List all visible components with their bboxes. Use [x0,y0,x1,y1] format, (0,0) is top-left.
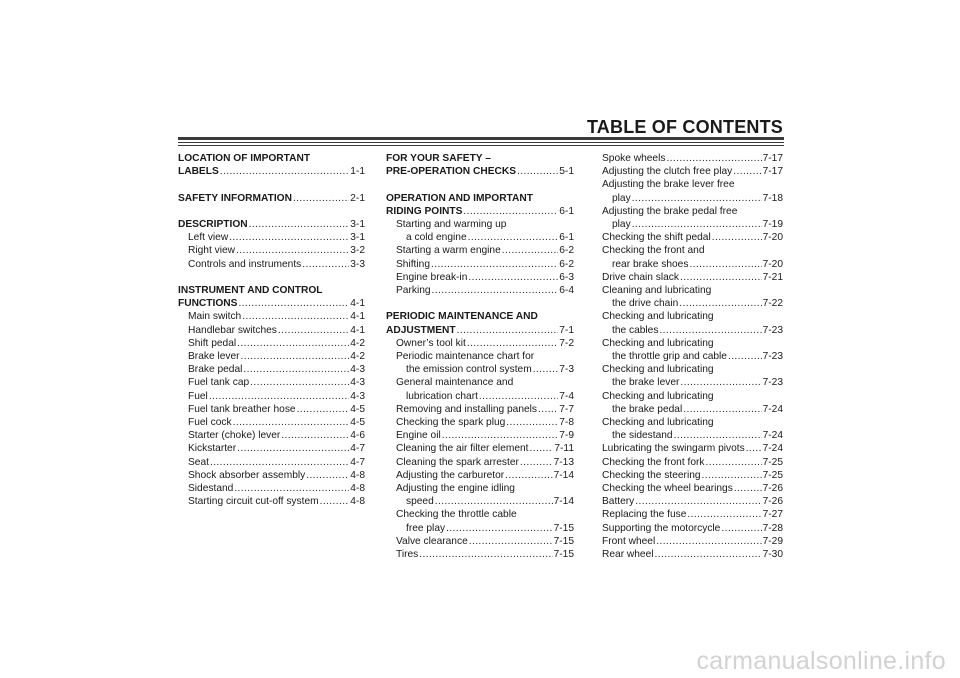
dot-leader [243,363,349,376]
toc-page-number: 7-9 [559,430,574,442]
toc-page-number: 7-14 [553,496,574,508]
toc-entry-title: DESCRIPTION [178,218,248,230]
toc-entry[interactable] [602,205,783,231]
dot-leader [302,258,349,271]
toc-entry[interactable] [178,363,365,376]
toc-entry-title: Rear wheel [602,549,654,561]
dot-leader [467,337,558,350]
dot-leader [209,390,349,403]
toc-entry[interactable] [386,482,574,508]
dot-leader [237,442,349,455]
dot-leader [238,297,349,310]
toc-entry-title: lubrication chart [406,390,478,402]
toc-entry[interactable] [178,310,365,323]
toc-entry-title: Adjusting the engine idling [396,483,515,495]
toc-entry-title: INSTRUMENT AND CONTROL [178,284,323,296]
dot-leader [632,218,762,231]
toc-entry-title: Removing and installing panels [396,403,538,415]
toc-page-number: 4-1 [350,324,365,336]
toc-entry-title: Fuel cock [188,417,232,429]
dot-leader [635,495,761,508]
toc-entry-title: Adjusting the brake pedal free [602,205,738,217]
toc-entry-title: Starting and warming up [396,219,507,230]
dot-leader [702,469,762,482]
dot-leader [236,244,349,257]
dot-leader [233,416,350,429]
toc-entry[interactable] [386,271,574,284]
toc-page-number: 7-20 [762,258,783,270]
toc-page-number: 7-25 [762,469,783,481]
toc-entry[interactable] [386,258,574,271]
toc-entry-title: Handlebar switches [188,324,277,336]
toc-page-number: 7-11 [554,443,574,455]
toc-page-number: 7-8 [559,417,574,429]
dot-leader [655,548,762,561]
title-rule-thick [178,137,784,140]
toc-entry[interactable] [386,192,574,218]
toc-page-number: 7-23 [762,351,783,363]
toc-page-number: 7-26 [762,483,783,495]
toc-entry-title: Cleaning and lubricating [602,285,712,297]
dot-leader [659,324,761,337]
toc-entry-title: Sidestand [188,483,234,495]
toc-page-number: 4-7 [350,456,365,468]
dot-leader [680,376,761,389]
toc-page-number: 7-17 [762,166,783,178]
toc-entry[interactable] [178,337,365,350]
dot-leader [442,429,559,442]
toc-entry[interactable] [602,284,783,310]
toc-entry-title: SAFETY INFORMATION [178,192,292,204]
toc-page-number: 5-1 [559,166,574,178]
toc-entry[interactable] [386,416,574,429]
toc-entry[interactable] [386,350,574,376]
dot-leader [306,469,349,482]
toc-entry[interactable] [602,152,783,165]
toc-entry-title: Checking the shift pedal [602,232,711,244]
dot-leader [734,482,762,495]
toc-page-number: 4-6 [350,430,365,442]
toc-page-number: 7-20 [762,232,783,244]
dot-leader [538,403,558,416]
toc-entry-title: Cleaning the air filter element [396,443,529,455]
toc-entry[interactable] [178,218,365,231]
toc-entry-title: play [612,219,631,231]
toc-page-number: 4-2 [350,351,365,362]
dot-leader [237,337,349,350]
dot-leader [746,442,762,455]
toc-page-number: 4-5 [350,417,365,429]
dot-leader [666,152,761,165]
toc-entry[interactable] [386,403,574,416]
toc-page-number: 4-8 [350,496,365,508]
toc-entry-title: Checking and lubricating [602,337,714,349]
toc-entry[interactable] [386,535,574,548]
toc-entry[interactable] [178,495,365,508]
dot-leader [674,429,762,442]
toc-page-number: 6-1 [559,232,574,244]
dot-leader [234,482,349,495]
toc-entry[interactable] [386,456,574,469]
toc-entry-title: Kickstarter [188,443,237,455]
toc-entry-title: Lubricating the swingarm pivots [602,443,745,455]
toc-entry-title: Checking the wheel bearings [602,483,733,495]
toc-entry-title: FUNCTIONS [178,298,238,310]
toc-page-number: 4-5 [350,403,365,415]
toc-entry-title: Battery [602,496,635,508]
dot-leader [632,192,762,205]
toc-entry[interactable] [602,508,783,521]
dot-leader [469,535,553,548]
toc-entry-title: Fuel [188,390,208,402]
dot-leader [431,258,558,271]
toc-entry-title: FOR YOUR SAFETY – [386,153,491,164]
toc-page-number: 4-3 [350,377,365,389]
toc-entry[interactable] [178,284,365,310]
toc-entry-title: Owner’s tool kit [396,337,466,349]
dot-leader [293,192,349,205]
dot-leader [250,376,349,389]
dot-leader [468,231,559,244]
toc-entry-title: Tires [396,549,419,561]
toc-entry-title: rear brake shoes [612,258,689,270]
toc-entry-title: ADJUSTMENT [386,324,456,336]
toc-entry[interactable] [386,548,574,561]
toc-entry[interactable] [602,535,783,548]
toc-entry-title: Starter (choke) lever [188,430,281,442]
dot-leader [502,244,559,257]
toc-page-number: 6-2 [559,258,574,270]
toc-entry-title: LABELS [178,166,219,178]
toc-entry[interactable] [602,337,783,363]
toc-entry-title: the throttle grip and cable [612,351,727,363]
toc-entry[interactable] [178,350,365,363]
toc-entry[interactable] [178,456,365,469]
title-rule-thin [178,145,784,146]
toc-entry-title: Front wheel [602,535,656,547]
toc-entry[interactable] [178,324,365,337]
toc-page-number: 4-2 [350,337,365,349]
toc-entry-title: speed [406,496,434,508]
toc-entry[interactable] [178,469,365,482]
toc-page-number: 7-2 [559,337,574,349]
toc-page-number: 3-1 [350,218,365,230]
toc-page-number: 4-1 [350,311,365,323]
dot-leader [479,390,558,403]
toc-entry[interactable] [178,403,365,416]
dot-leader [656,535,761,548]
toc-entry[interactable] [386,508,574,534]
toc-entry[interactable] [386,429,574,442]
toc-page-number: 7-24 [762,443,783,455]
toc-entry[interactable] [178,429,365,442]
toc-entry-title: a cold engine [406,232,467,244]
toc-page-number: 4-8 [350,469,365,481]
toc-page-number: 3-2 [350,245,365,257]
toc-page-number: 7-19 [762,219,783,231]
dot-leader [278,324,349,337]
toc-page-number: 7-24 [762,403,783,415]
toc-column-2 [386,152,574,561]
toc-entry-title: Brake lever [188,351,240,362]
toc-entry[interactable] [602,310,783,336]
toc-entry[interactable] [178,258,365,271]
toc-entry[interactable] [386,244,574,257]
dot-leader [517,165,558,178]
toc-entry[interactable] [386,218,574,244]
toc-entry-title: Controls and instruments [188,258,302,270]
toc-entry[interactable] [602,522,783,535]
toc-entry[interactable] [178,376,365,389]
toc-page-number: 7-1 [559,324,574,336]
toc-page-number: 7-28 [762,522,783,534]
toc-entry[interactable] [602,482,783,495]
dot-leader [419,548,552,561]
dot-leader [679,297,761,310]
toc-page-number: 3-3 [350,258,365,270]
dot-leader [680,271,762,284]
toc-entry[interactable] [178,442,365,455]
toc-entry-title: Starting circuit cut-off system [188,496,319,508]
toc-page-number: 7-4 [559,390,574,402]
toc-page-number: 7-29 [762,535,783,547]
toc-page-number: 6-3 [559,271,574,283]
toc-entry-title: Supporting the motorcycle [602,522,721,534]
toc-entry[interactable] [602,231,783,244]
toc-entry-title: Checking the front and [602,245,705,257]
toc-entry[interactable] [178,244,365,257]
watermark: carmanualsonline.info [696,647,946,675]
toc-page-number: 7-17 [762,153,783,164]
toc-entry[interactable] [178,416,365,429]
toc-entry-title: Periodic maintenance chart for [396,351,535,363]
toc-page-number: 7-26 [762,496,783,508]
dot-leader [520,456,553,469]
toc-entry-title: Adjusting the brake lever free [602,179,735,191]
toc-entry-title: Shock absorber assembly [188,469,306,481]
dot-leader [506,416,558,429]
dot-leader [530,442,554,455]
toc-entry[interactable] [602,469,783,482]
toc-entry-title: Cleaning the spark arrester [396,456,519,468]
toc-entry-title: Parking [396,285,431,297]
dot-leader [249,218,350,231]
toc-entry-title: play [612,192,631,204]
page-title: TABLE OF CONTENTS [586,117,783,137]
dot-leader [468,271,558,284]
toc-entry[interactable] [386,442,574,455]
toc-entry[interactable] [386,337,574,350]
toc-entry-title: Fuel tank breather hose [188,403,296,415]
toc-entry[interactable] [386,152,574,178]
toc-entry[interactable] [602,271,783,284]
toc-entry-title: the brake lever [612,377,680,389]
toc-entry-title: Checking the throttle cable [396,509,517,521]
toc-page-number: 4-7 [350,443,365,455]
toc-entry[interactable] [178,390,365,403]
toc-entry[interactable] [178,231,365,244]
toc-entry[interactable] [602,548,783,561]
dot-leader [242,310,349,323]
toc-entry-title: Seat [188,456,209,468]
dot-leader [210,456,349,469]
toc-entry[interactable] [178,482,365,495]
toc-entry-title: Right view [188,245,235,257]
toc-entry-title: the cables [612,324,659,336]
toc-page-number: 6-1 [559,205,574,217]
toc-page-number: 7-3 [559,364,574,376]
toc-page-number: 7-23 [762,324,783,336]
dot-leader [432,284,559,297]
toc-entry[interactable] [386,310,574,336]
dot-leader [446,522,553,535]
dot-leader [706,456,762,469]
toc-entry-title: free play [406,522,446,534]
toc-entry[interactable] [602,495,783,508]
toc-entry-title: General maintenance and [396,377,514,389]
toc-entry-title: Engine break-in [396,271,468,283]
toc-page-number: 3-1 [350,232,365,244]
toc-page-number: 7-27 [762,509,783,521]
toc-entry-title: Left view [188,232,229,244]
toc-entry[interactable] [602,165,783,178]
toc-entry-title: Checking the spark plug [396,417,506,429]
toc-entry[interactable] [602,390,783,416]
toc-entry-title: the brake pedal [612,403,683,415]
dot-leader [683,403,761,416]
toc-entry-title: LOCATION OF IMPORTANT [178,153,311,164]
toc-entry-title: Checking and lubricating [602,364,714,376]
toc-page-number: 4-3 [350,364,365,376]
toc-entry-title: Brake pedal [188,364,243,376]
dot-leader [728,350,762,363]
toc-entry-title: OPERATION AND IMPORTANT [386,192,533,204]
toc-entry-title: Checking and lubricating [602,417,714,429]
toc-entry[interactable] [386,376,574,402]
toc-entry-title: Valve clearance [396,535,468,547]
dot-leader [281,429,349,442]
dot-leader [505,469,552,482]
toc-page-number: 7-30 [762,549,783,561]
toc-page-number: 4-3 [350,390,365,402]
toc-page-number: 7-15 [553,549,574,561]
toc-page-number: 7-13 [553,456,574,468]
dot-leader [435,495,553,508]
dot-leader [229,231,349,244]
toc-page-number: 4-1 [350,298,365,310]
toc-entry-title: Checking the front fork [602,456,705,468]
dot-leader [712,231,762,244]
dot-leader [457,324,559,337]
dot-leader [533,363,559,376]
toc-entry-title: RIDING POINTS [386,205,463,217]
toc-page-number: 2-1 [350,192,365,204]
toc-entry-title: Checking and lubricating [602,390,714,402]
toc-entry-title: PERIODIC MAINTENANCE AND [386,311,538,323]
toc-entry-title: the sidestand [612,430,673,442]
toc-entry-title: Fuel tank cap [188,377,250,389]
toc-page-number: 6-4 [559,285,574,297]
toc-entry-title: Engine oil [396,430,441,442]
toc-entry[interactable] [602,442,783,455]
toc-entry[interactable] [602,178,783,204]
dot-leader [689,258,761,271]
toc-page-number: 4-8 [350,483,365,495]
toc-entry[interactable] [602,363,783,389]
toc-column-1 [178,152,365,508]
toc-entry-title: Shifting [396,258,430,270]
toc-page-number: 7-15 [553,535,574,547]
toc-entry-title: Main switch [188,311,242,323]
toc-page-number: 7-21 [762,271,783,283]
toc-entry-title: the emission control system [406,364,532,376]
toc-entry[interactable] [386,469,574,482]
dot-leader [241,350,350,363]
toc-page-number: 7-22 [762,298,783,310]
toc-entry-title: Adjusting the clutch free play [602,166,733,178]
toc-entry-title: Shift pedal [188,337,237,349]
dot-leader [220,165,350,178]
toc-entry[interactable] [178,152,365,178]
toc-page-number: 7-7 [559,403,574,415]
toc-page-number: 7-23 [762,377,783,389]
toc-entry[interactable] [602,416,783,442]
toc-column-3 [602,152,783,561]
dot-leader [297,403,350,416]
toc-entry-title: Checking and lubricating [602,311,714,323]
toc-entry-title: Drive chain slack [602,271,679,283]
toc-entry[interactable] [602,244,783,270]
toc-entry-title: PRE-OPERATION CHECKS [386,166,516,178]
dot-leader [687,508,761,521]
toc-entry-title: Checking the steering [602,469,701,481]
title-rule-thin [178,142,784,143]
dot-leader [721,522,761,535]
toc-entry-title: Spoke wheels [602,153,666,164]
toc-page-number: 7-14 [553,469,574,481]
toc-page-number: 1-1 [350,166,365,178]
toc-entry-title: the drive chain [612,298,679,310]
dot-leader [463,205,558,218]
toc-entry[interactable] [178,192,365,205]
toc-entry[interactable] [602,456,783,469]
dot-leader [320,495,350,508]
toc-entry-title: Adjusting the carburetor [396,469,505,481]
toc-page-number: 6-2 [559,245,574,257]
toc-page-number: 7-18 [762,192,783,204]
dot-leader [733,165,761,178]
toc-page-number: 7-24 [762,430,783,442]
toc-page-number: 7-25 [762,456,783,468]
toc-page-number: 7-15 [553,522,574,534]
toc-entry-title: Starting a warm engine [396,245,501,257]
toc-entry-title: Replacing the fuse [602,509,687,521]
toc-entry[interactable] [386,284,574,297]
